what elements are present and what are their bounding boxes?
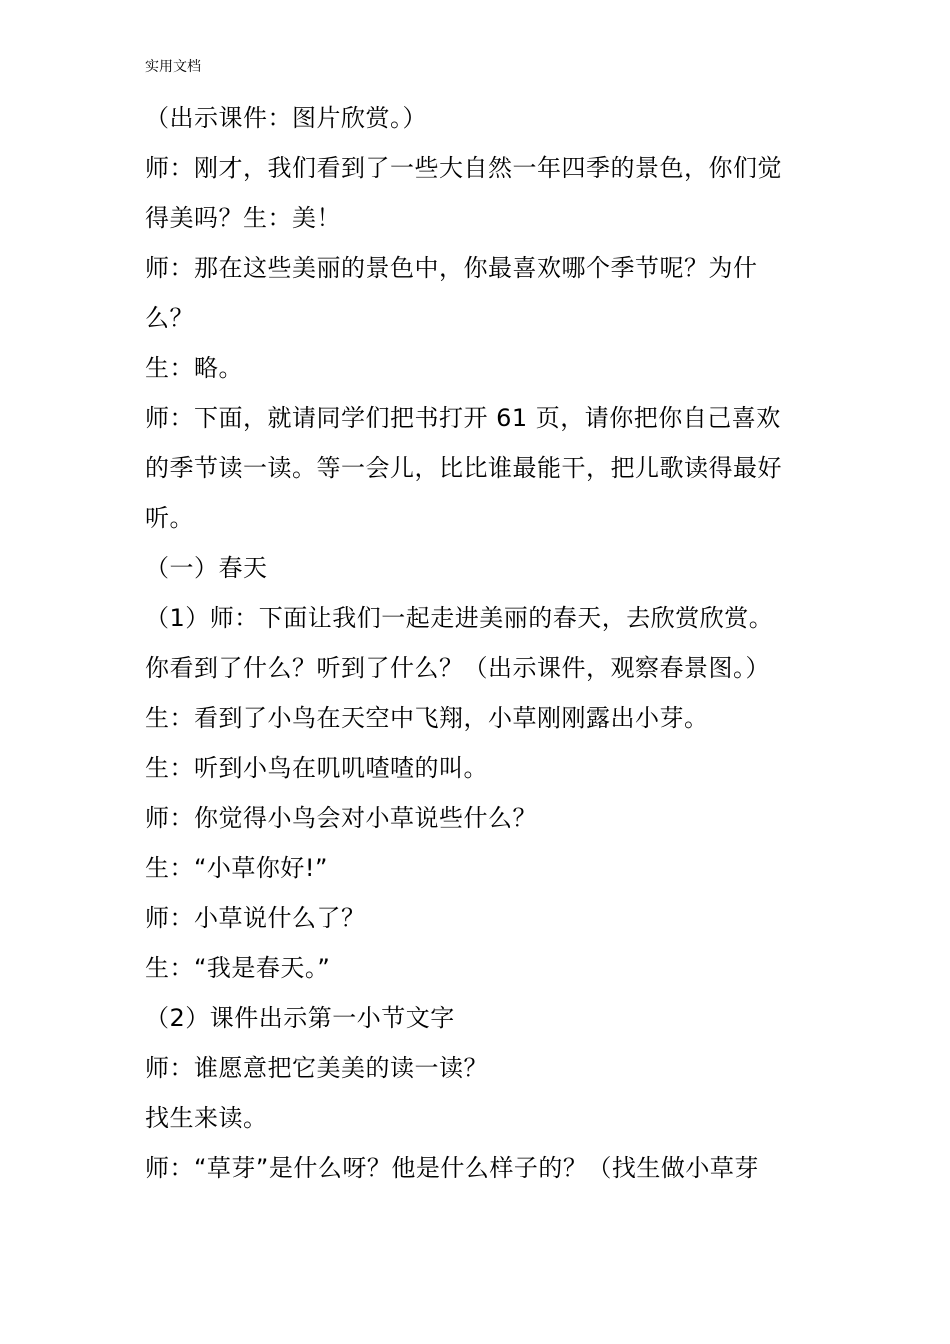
text-line: （2）课件出示第一小节文字 xyxy=(145,1004,455,1032)
text-line: 听。 xyxy=(145,504,194,532)
document-body xyxy=(145,93,825,1193)
text-line: 找生来读。 xyxy=(145,1104,268,1132)
text-line: 师：“草芽”是什么呀？他是什么样子的？（找生做小草芽 xyxy=(145,1154,759,1182)
text-line: 的季节读一读。等一会儿，比比谁最能干，把儿歌读得最好 xyxy=(145,454,782,482)
text-line: （1）师：下面让我们一起走进美丽的春天，去欣赏欣赏。 xyxy=(145,604,774,632)
text-line: 生：听到小鸟在叽叽喳喳的叫。 xyxy=(145,754,488,782)
text-line: （出示课件：图片欣赏。） xyxy=(145,104,427,132)
text-line: 生：看到了小鸟在天空中飞翔，小草刚刚露出小芽。 xyxy=(145,704,709,732)
text-line: 师：那在这些美丽的景色中，你最喜欢哪个季节呢？为什 xyxy=(145,254,758,282)
text-line: 生：“我是春天。” xyxy=(145,954,331,982)
section-heading: （一）春天 xyxy=(145,554,268,582)
text-line: 师：下面，就请同学们把书打开 61 页，请你把你自己喜欢 xyxy=(145,404,781,432)
text-line: 师：小草说什么了？ xyxy=(145,904,366,932)
text-line: 师：谁愿意把它美美的读一读？ xyxy=(145,1054,488,1082)
text-line: 师：你觉得小鸟会对小草说些什么？ xyxy=(145,804,537,832)
text-line: 么？ xyxy=(145,304,194,332)
text-line: 得美吗？生：美！ xyxy=(145,204,341,232)
text-line: 师：刚才，我们看到了一些大自然一年四季的景色，你们觉 xyxy=(145,154,782,182)
page-header: 实用文档 xyxy=(145,59,201,75)
text-line: 你看到了什么？听到了什么？（出示课件，观察春景图。） xyxy=(145,654,770,682)
text-line: 生：“小草你好!” xyxy=(145,854,328,882)
text-line: 生：略。 xyxy=(145,354,243,382)
